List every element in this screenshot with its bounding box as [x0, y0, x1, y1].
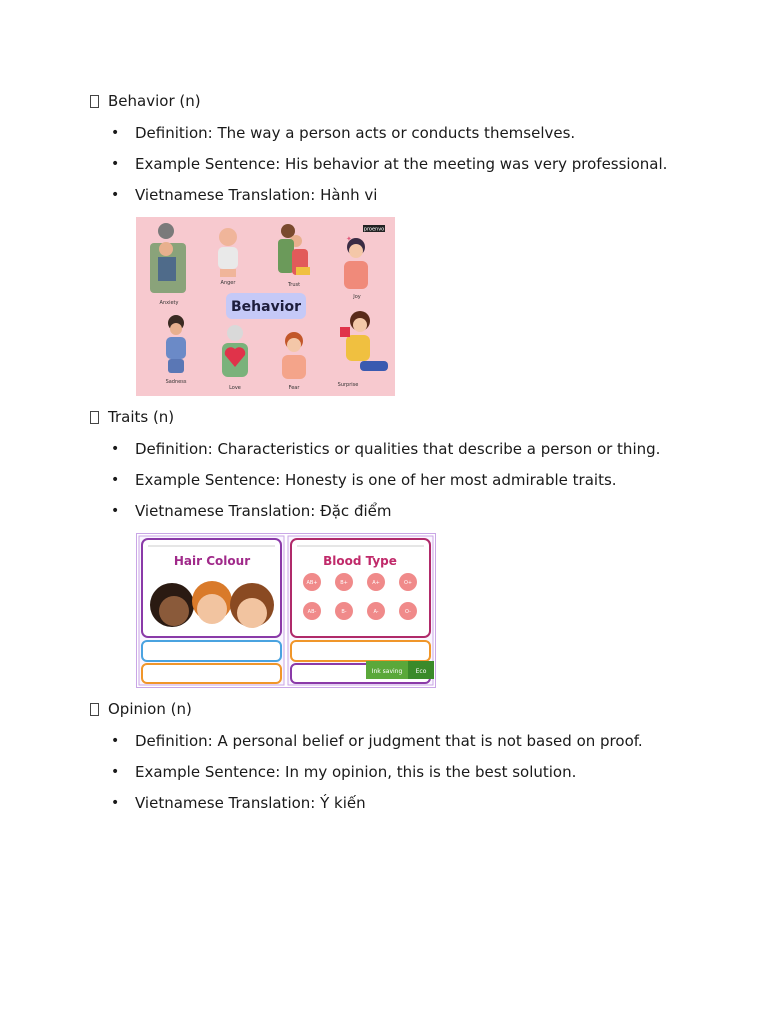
missing-glyph-icon: [90, 95, 99, 108]
sadness-figure: [166, 315, 186, 373]
term-details: [90, 123, 730, 205]
vocab-entry-behavior: [90, 90, 730, 391]
emotion-label-anxiety: Anxiety: [159, 300, 179, 306]
emotion-label-trust: Trust: [287, 282, 301, 288]
term-heading: [90, 406, 730, 428]
blood-label: B+: [340, 580, 348, 586]
blood-label: A-: [373, 609, 379, 615]
ink-saving-badge: Ink saving: [371, 668, 403, 675]
vocab-entry-traits: [90, 406, 730, 675]
blood-label: O+: [403, 580, 413, 586]
example-item: • Example Sentence: Honesty is one of her most admirable traits.: [90, 470, 730, 490]
emotion-label-joy: Joy: [353, 294, 361, 300]
blood-label: AB+: [306, 580, 318, 586]
term-details: [90, 731, 730, 813]
eco-tag: Eco: [415, 668, 427, 675]
hair-colour-faces: [150, 581, 274, 628]
hair-colour-title: Hair Colour: [173, 554, 251, 568]
example-item: • Example Sentence: His behavior at the meeting was very professional.: [90, 154, 730, 174]
missing-glyph-icon: [90, 703, 99, 716]
blood-label: A+: [372, 580, 380, 586]
term-label: Behavior (n): [108, 92, 201, 110]
vocab-entry-opinion: [90, 698, 730, 813]
blood-type-title: Blood Type: [323, 554, 397, 568]
emotion-label-surprise: Surprise: [337, 382, 359, 388]
behavior-illustration: [136, 217, 395, 396]
emotion-label-anger: Anger: [220, 280, 236, 286]
image-title: Behavior: [230, 299, 302, 315]
term-heading: [90, 698, 730, 720]
emotion-label-sadness: Sadness: [165, 379, 187, 385]
term-heading: [90, 90, 730, 112]
anger-figure: [218, 228, 238, 277]
blood-label: AB-: [307, 609, 317, 615]
definition-item: • Definition: The way a person acts or conducts themselves.: [90, 123, 730, 143]
corner-logo: proenvo: [363, 226, 385, 233]
missing-glyph-icon: [90, 411, 99, 424]
example-item: • Example Sentence: In my opinion, this is the best solution.: [90, 762, 730, 782]
traits-illustration: [136, 533, 436, 688]
translation-item: • Vietnamese Translation: Đặc điểm: [90, 501, 730, 521]
term-details: [90, 439, 730, 521]
translation-item: • Vietnamese Translation: Ý kiến: [90, 793, 730, 813]
definition-item: • Definition: A personal belief or judgment that is not based on proof.: [90, 731, 730, 751]
term-label: Opinion (n): [108, 700, 192, 718]
term-label: Traits (n): [108, 408, 175, 426]
blood-label: O-: [405, 609, 411, 615]
blood-label: B-: [341, 609, 347, 615]
translation-item: • Vietnamese Translation: Hành vi: [90, 185, 730, 205]
definition-item: • Definition: Characteristics or qualities that describe a person or thing.: [90, 439, 730, 459]
emotion-label-love: Love: [229, 385, 241, 391]
svg-text:✦: ✦: [346, 235, 352, 243]
emotion-label-fear: Fear: [288, 385, 300, 391]
